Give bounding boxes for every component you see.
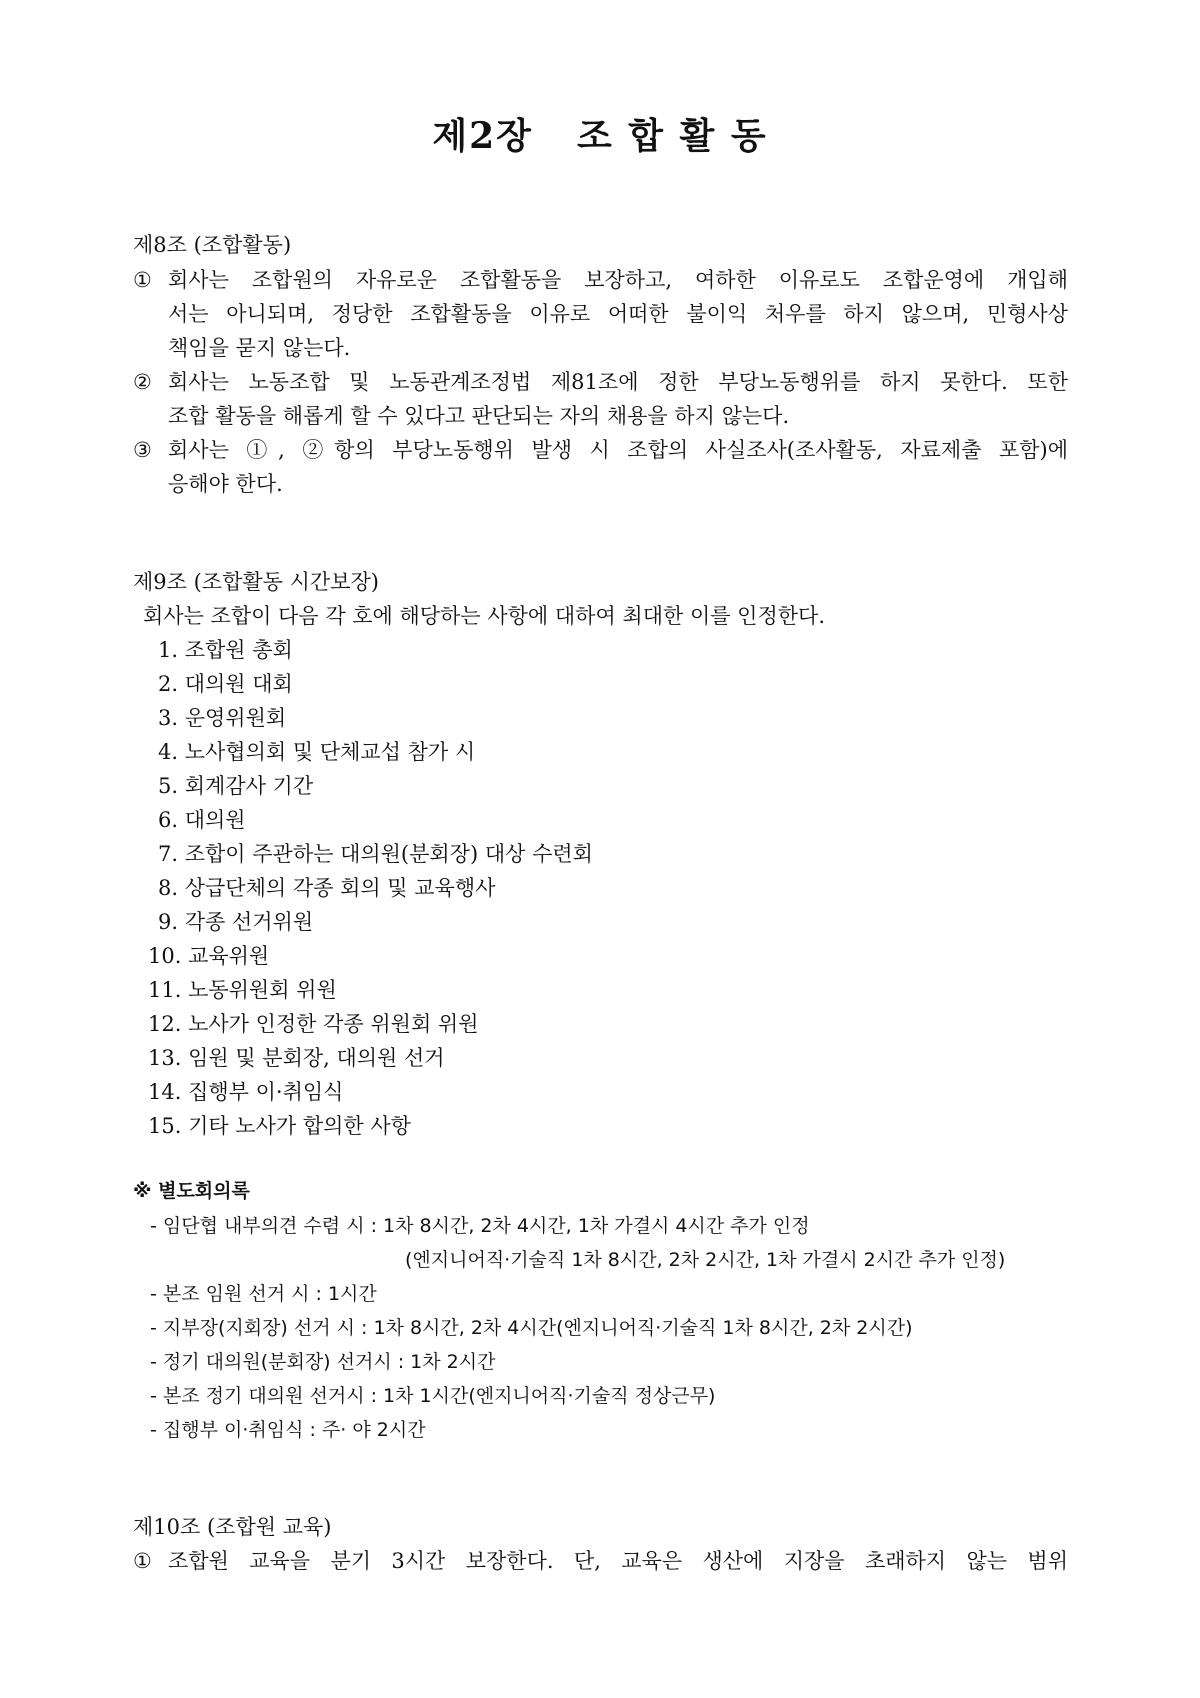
- article-8-p2-number: ②: [133, 370, 152, 394]
- list-item: 12. 노사가 인정한 각종 위원회 위원: [148, 1012, 479, 1036]
- article-8-p3-line: 응해야 한다.: [168, 472, 283, 496]
- list-item: 7. 조합이 주관하는 대의원(분회장) 대상 수련회: [158, 842, 593, 866]
- article-8-p1-line: 회사는 조합원의 자유로운 조합활동을 보장하고, 여하한 이유로도 조합운영에 개입해: [168, 268, 1068, 292]
- article-10-heading: 제10조 (조합원 교육): [133, 1515, 332, 1539]
- list-item: 8. 상급단체의 각종 회의 및 교육행사: [158, 876, 496, 900]
- article-8-p3-number: ③: [133, 438, 152, 462]
- article-8-p2-line: 조합 활동을 해롭게 할 수 있다고 판단되는 자의 채용을 하지 않는다.: [168, 404, 790, 428]
- minutes-line: - 본조 임원 선거 시 : 1시간: [150, 1283, 377, 1305]
- list-item: 11. 노동위원회 위원: [148, 978, 337, 1002]
- list-item: 2. 대의원 대회: [158, 672, 293, 696]
- article-8-heading: 제8조 (조합활동): [133, 233, 292, 257]
- list-item: 3. 운영위원회: [158, 706, 287, 730]
- minutes-line: - 임단협 내부의견 수렴 시 : 1차 8시간, 2차 4시간, 1차 가결시 4시간 추가 인정: [150, 1215, 810, 1237]
- article-8-p1-line: 서는 아니되며, 정당한 조합활동을 이유로 어떠한 불이익 처우를 하지 않으며, 민형사상: [168, 302, 1068, 326]
- article-8-p1-number: ①: [133, 268, 152, 292]
- article-8-p1-line: 책임을 묻지 않는다.: [168, 336, 351, 360]
- minutes-line: (엔지니어직·기술직 1차 8시간, 2차 2시간, 1차 가결시 2시간 추가 인정): [405, 1249, 1006, 1271]
- list-item: 14. 집행부 이·취임식: [148, 1080, 344, 1104]
- list-item: 6. 대의원: [158, 808, 246, 832]
- list-item: 13. 임원 및 분회장, 대의원 선거: [148, 1046, 445, 1070]
- article-10-p1-line: 조합원 교육을 분기 3시간 보장한다. 단, 교육은 생산에 지장을 초래하지 않는 범위: [168, 1549, 1068, 1573]
- list-item: 9. 각종 선거위원: [158, 910, 314, 934]
- article-8-p3-line: 회사는 ①, ②항의 부당노동행위 발생 시 조합의 사실조사(조사활동, 자료제출 포함)에: [168, 438, 1068, 462]
- article-8-p2-line: 회사는 노동조합 및 노동관계조정법 제81조에 정한 부당노동행위를 하지 못한다. 또한: [168, 370, 1068, 394]
- article-10-p1-number: ①: [133, 1549, 152, 1573]
- list-item: 10. 교육위원: [148, 944, 270, 968]
- chapter-title: [0, 108, 1200, 159]
- article-9-intro: 회사는 조합이 다음 각 호에 해당하는 사항에 대하여 최대한 이를 인정한다.: [143, 604, 826, 628]
- chapter-number: 제2장: [432, 115, 533, 157]
- list-item: 1. 조합원 총회: [158, 638, 293, 662]
- chapter-name: 조 합 활 동: [576, 115, 768, 157]
- minutes-title: ※ 별도회의록: [133, 1180, 250, 1202]
- minutes-line: - 지부장(지회장) 선거 시 : 1차 8시간, 2차 4시간(엔지니어직·기술직 1차 8시간, 2차 2시간): [150, 1317, 913, 1339]
- list-item: 15. 기타 노사가 합의한 사항: [148, 1114, 411, 1138]
- minutes-line: - 본조 정기 대의원 선거시 : 1차 1시간(엔지니어직·기술직 정상근무): [150, 1385, 716, 1407]
- list-item: 4. 노사협의회 및 단체교섭 참가 시: [158, 740, 476, 764]
- minutes-line: - 정기 대의원(분회장) 선거시 : 1차 2시간: [150, 1351, 496, 1373]
- article-9-heading: 제9조 (조합활동 시간보장): [133, 570, 379, 594]
- minutes-line: - 집행부 이·취임식 : 주· 야 2시간: [150, 1419, 426, 1441]
- list-item: 5. 회계감사 기간: [158, 774, 314, 798]
